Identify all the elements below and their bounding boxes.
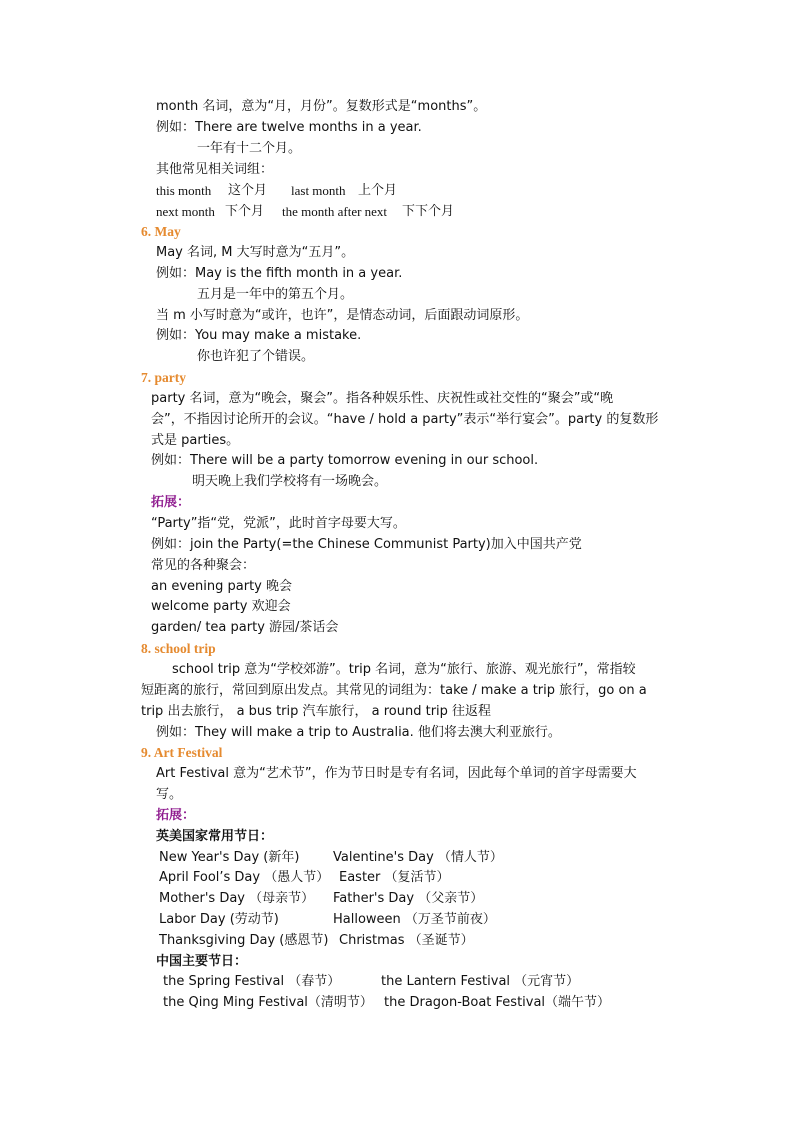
festival-item: the Qing Ming Festival（清明节） [163,995,373,1010]
translation-line: 五月是一年中的第五个月。 [197,287,354,302]
phrase: the month after next [282,204,388,219]
phrase: an evening party 晚会 [151,579,292,594]
text-line: 当 m 小写时意为“或许，也许”，是情态动词，后面跟动词原形。 [156,308,529,323]
example-line: 例如：join the Party(=the Chinese Communist Party)加入中国共产党 [151,537,582,552]
festival-item: Valentine's Day （情人节） [333,850,503,865]
phrase: this month [156,183,212,198]
text-line: “Party”指“党，党派”，此时首字母要大写。 [151,516,406,531]
text-line: May 名词, M 大写时意为“五月”。 [156,245,355,260]
subheading-western-festivals: 英美国家常用节日： [156,829,274,844]
example-line: 例如：There are twelve months in a year. [156,120,422,135]
festival-item: Easter （复活节） [339,870,450,885]
translation-line: 你也许犯了个错误。 [197,349,315,364]
festival-item: the Lantern Festival （元宵节） [381,974,580,989]
example-line: 例如：There will be a party tomorrow evening in our school. [151,453,539,468]
translation-line: 明天晚上我们学校将有一场晚会。 [192,474,388,489]
text-line: 写。 [156,787,183,802]
festival-item: the Dragon-Boat Festival（端午节） [384,995,611,1010]
festival-item: Mother's Day （母亲节） [159,891,315,906]
text-line: 常见的各种聚会： [151,558,256,573]
text-line: month 名词，意为“月，月份”。复数形式是“months”。 [156,99,487,114]
text-line: Art Festival 意为“艺术节”，作为节日时是专有名词，因此每个单词的首字母需要大 [156,766,637,781]
section-heading-art-festival: 9. Art Festival [141,745,223,760]
section-heading-school-trip: 8. school trip [141,641,216,656]
phrase: last month [291,183,346,198]
text-line: 式是 parties。 [151,433,240,448]
section-heading-party: 7. party [141,370,186,385]
festival-item: Father's Day （父亲节） [333,891,484,906]
example-line: 例如：They will make a trip to Australia. 他们将去澳大利亚旅行。 [156,725,561,740]
phrase: welcome party 欢迎会 [151,599,291,614]
section-heading-may: 6. May [141,224,181,239]
festival-item: Thanksgiving Day (感恩节) [159,933,329,948]
phrase-meaning: 上个月 [358,183,398,198]
phrase: next month [156,204,215,219]
extension-label: 拓展： [151,495,191,510]
phrase-meaning: 下下个月 [402,204,455,219]
example-line: 例如：You may make a mistake. [156,328,362,343]
text-line: 短距离的旅行，常回到原出发点。其常见的词组为：take / make a trip 旅行，go on a [141,683,647,698]
text-line: trip 出去旅行， a bus trip 汽车旅行， a round trip 往返程 [141,704,492,719]
festival-item: Christmas （圣诞节） [339,933,474,948]
phrase-meaning: 这个月 [228,183,268,198]
text-line: party 名词，意为“晚会，聚会”。指各种娱乐性、庆祝性或社交性的“聚会”或“晚 [151,391,614,406]
extension-label: 拓展： [156,808,196,823]
example-line: 例如：May is the fifth month in a year. [156,266,403,281]
text-line: 会”，不指因讨论所开的会议。“have / hold a party”表示“举行宴会”。party 的复数形 [151,412,659,427]
festival-item: Halloween （万圣节前夜） [333,912,496,927]
phrase-meaning: 下个月 [225,204,265,219]
phrase: garden/ tea party 游园/茶话会 [151,620,339,635]
festival-item: New Year's Day (新年) [159,850,300,865]
text-line: 其他常见相关词组： [156,162,274,177]
text-line: school trip 意为“学校郊游”。trip 名词，意为“旅行、旅游、观光旅行”，常指较 [172,662,636,677]
subheading-chinese-festivals: 中国主要节日： [156,954,248,969]
festival-item: the Spring Festival （春节） [163,974,341,989]
festival-item: Labor Day (劳动节) [159,912,279,927]
festival-item: April Fool’s Day （愚人节） [159,870,330,885]
translation-line: 一年有十二个月。 [197,141,302,156]
